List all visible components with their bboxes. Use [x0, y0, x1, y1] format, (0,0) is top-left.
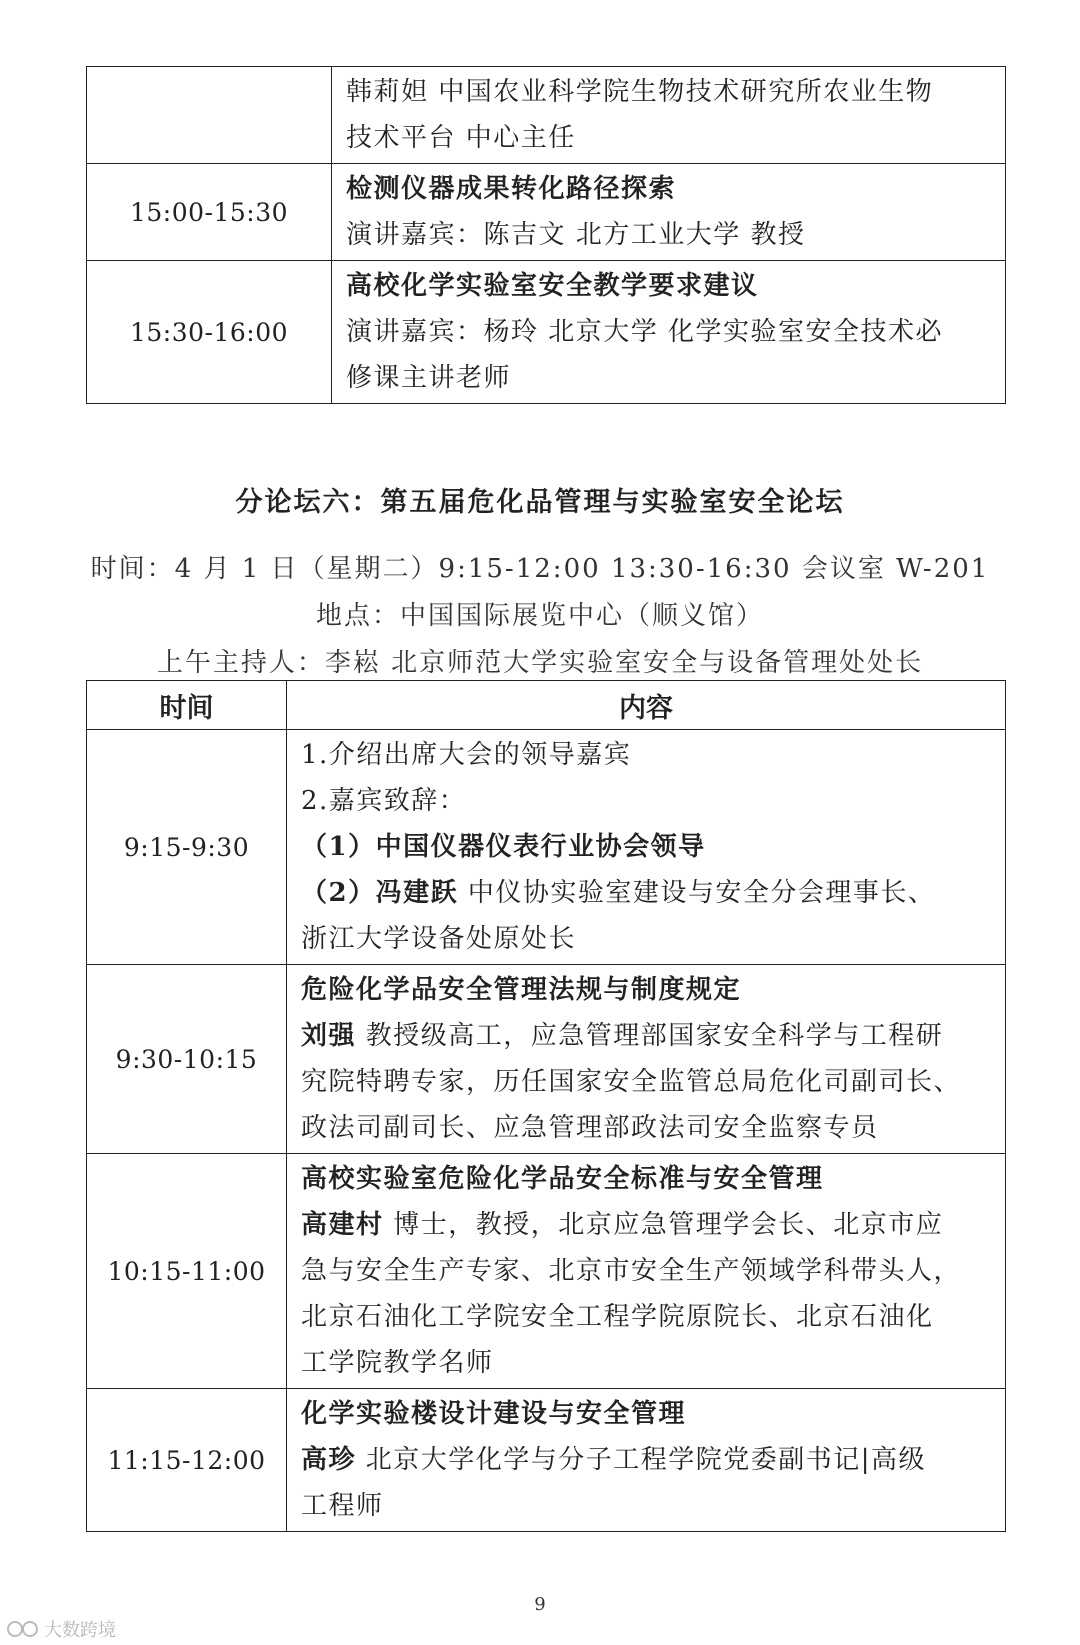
speaker-name: 高建村	[301, 1210, 384, 1240]
speaker-name: （2）冯建跃	[301, 878, 459, 908]
content-line: 究院特聘专家，历任国家安全监管总局危化司副司长、	[301, 1067, 962, 1097]
content-cell	[287, 965, 1006, 1154]
time-cell: 9:15-9:30	[87, 730, 287, 965]
speaker-desc: 中仪协实验室建设与安全分会理事长、	[458, 878, 936, 908]
content-line: 政法司副司长、应急管理部政法司安全监察专员	[301, 1113, 879, 1143]
speaker-desc: 北京大学化学与分子工程学院党委副书记|高级	[356, 1445, 927, 1475]
session-title: 化学实验楼设计建设与安全管理	[301, 1399, 687, 1429]
table-row	[87, 261, 1006, 404]
speaker-desc: 博士，教授，北京应急管理学会长、北京市应	[383, 1210, 944, 1240]
header-content: 内容	[287, 681, 1006, 730]
content-line: 浙江大学设备处原处长	[301, 924, 577, 954]
content-line: 急与安全生产专家、北京市安全生产领域学科带头人，	[301, 1256, 962, 1286]
table-row	[87, 164, 1006, 261]
time-cell: 9:30-10:15	[87, 965, 287, 1154]
forum-title: 分论坛六：第五届危化品管理与实验室安全论坛	[235, 487, 845, 518]
table-row	[87, 1154, 1006, 1389]
content-line	[301, 1013, 995, 1059]
session-title: 高校化学实验室安全教学要求建议	[346, 271, 759, 301]
session-title: 危险化学品安全管理法规与制度规定	[301, 975, 742, 1005]
page-number: 9	[534, 1594, 546, 1615]
time-cell: 15:00-15:30	[87, 164, 332, 261]
watermark	[6, 1616, 116, 1642]
content-line: 演讲嘉宾：杨玲 北京大学 化学实验室安全技术必	[346, 317, 944, 347]
content-cell	[287, 1389, 1006, 1532]
time-cell	[87, 67, 332, 164]
watermark-logo-icon	[6, 1619, 40, 1639]
time-cell: 10:15-11:00	[87, 1154, 287, 1389]
table-row	[87, 1389, 1006, 1532]
time-cell: 15:30-16:00	[87, 261, 332, 404]
forum-time: 时间：4 月 1 日（星期二）9:15-12:00 13:30-16:30 会议室 W-201	[90, 554, 990, 584]
content-line: 演讲嘉宾：陈吉文 北方工业大学 教授	[346, 220, 806, 250]
content-line: （1）中国仪器仪表行业协会领导	[301, 832, 706, 862]
content-line: 2.嘉宾致辞：	[301, 786, 467, 816]
watermark-text: 大数跨境	[44, 1620, 116, 1641]
content-line: 技术平台 中心主任	[346, 123, 576, 153]
table-row	[87, 67, 1006, 164]
content-line: 工学院教学名师	[301, 1348, 494, 1378]
content-cell	[332, 261, 1006, 404]
content-cell	[287, 1154, 1006, 1389]
header-time: 时间	[87, 681, 287, 730]
schedule-table-continued	[86, 66, 1006, 404]
table-header-row	[87, 681, 1006, 730]
table-row	[87, 730, 1006, 965]
session-title: 检测仪器成果转化路径探索	[346, 174, 677, 204]
table-row	[87, 965, 1006, 1154]
schedule-table	[86, 680, 1006, 1532]
forum-host: 上午主持人：李崧 北京师范大学实验室安全与设备管理处处长	[156, 648, 924, 678]
content-line: 韩莉妲 中国农业科学院生物技术研究所农业生物	[346, 77, 934, 107]
content-line: 北京石油化工学院安全工程学院原院长、北京石油化	[301, 1302, 934, 1332]
content-cell	[287, 730, 1006, 965]
content-cell	[332, 67, 1006, 164]
content-line: 修课主讲老师	[346, 363, 512, 393]
content-line	[301, 1437, 995, 1483]
speaker-desc: 教授级高工，应急管理部国家安全科学与工程研	[356, 1021, 944, 1051]
content-line	[301, 1202, 995, 1248]
session-title: 高校实验室危险化学品安全标准与安全管理	[301, 1164, 824, 1194]
content-line: 1.介绍出席大会的领导嘉宾	[301, 740, 632, 770]
forum-venue: 地点：中国国际展览中心（顺义馆）	[315, 601, 764, 631]
speaker-name: 刘强	[301, 1021, 357, 1051]
time-cell: 11:15-12:00	[87, 1389, 287, 1532]
content-line: 工程师	[301, 1491, 384, 1521]
speaker-name: 高珍	[301, 1445, 357, 1475]
content-cell	[332, 164, 1006, 261]
content-line	[301, 870, 995, 916]
